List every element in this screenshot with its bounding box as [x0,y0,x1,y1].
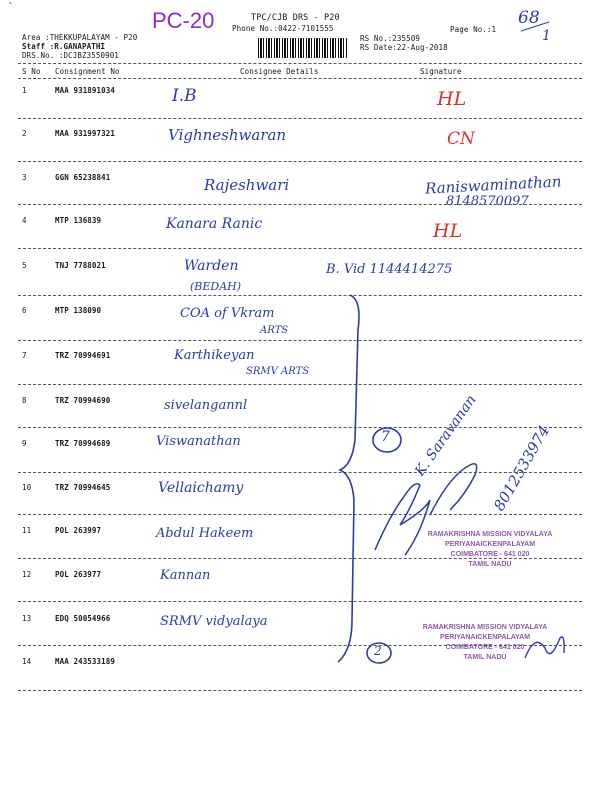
row-sno: 14 [22,657,32,666]
row-consignment: TRZ 70994645 [55,483,111,492]
page-note-slash: 1 [542,28,551,44]
row-consignment: TRZ 70994690 [55,396,111,405]
institution-stamp [400,530,580,570]
row-consignee: sivelangannl [164,398,248,413]
row-divider [18,514,582,515]
col-sno-header: S No [22,67,41,76]
stamp-line: PERIYANAICKENPALAYAM [444,541,536,548]
row-consignee-sub: SRMV ARTS [246,366,310,377]
stamp-line: TAMIL NADU [468,561,512,568]
drs-number: DRS.No. :DCJBZ3550901 [22,51,119,60]
count-number-2: 2 [374,644,382,658]
row-consignment: MAA 931997321 [55,129,115,138]
row-consignment: MAA 243533189 [55,657,115,666]
signer-name: K. Saravanan [412,392,480,480]
columns-divider [18,78,582,79]
page-note-68: 68 [518,8,540,28]
stamp-line: TAMIL NADU [463,654,507,661]
row-signature: HL [437,88,467,110]
stamp-line: COIMBATORE - 641 020 [445,644,525,651]
stamp-line: PERIYANAICKENPALAYAM [439,634,531,641]
row-signature-phone: 8148570097 [446,194,529,209]
row-sno: 10 [22,483,32,492]
row-consignment: TNJ 7788021 [55,261,106,270]
row-divider [18,472,582,473]
row-consignment: MTP 136839 [55,216,102,225]
col-signature-header: Signature [420,67,462,76]
row-divider [18,204,582,205]
row-consignee: Abdul Hakeem [156,526,254,541]
rs-number: RS No.:235509 [360,34,420,43]
row-consignee: Karthikeyan [174,348,255,363]
row-divider [18,384,582,385]
area-field: Area :THEKKUPALAYAM - P20 [22,33,138,42]
row-consignment: TRZ 70994689 [55,439,111,448]
stamp-line: RAMAKRISHNA MISSION VIDYALAYA [422,624,548,631]
corner-tick: ` [8,2,15,13]
header-divider [18,63,582,64]
row-consignee: Rajeshwari [204,176,290,194]
doc-title: TPC/CJB DRS - P20 [251,13,340,23]
row-sno: 7 [22,351,27,360]
row-consignee: I.B [172,86,197,106]
row-consignment: MTP 138090 [55,306,102,315]
col-consignment-header: Consignment No [55,67,120,76]
row-divider [18,690,582,691]
row-signature: CN [447,129,475,149]
stamp-signature [520,628,570,668]
row-consignee-sub: ARTS [260,325,289,336]
row-consignee: Viswanathan [156,434,241,449]
row-consignment: MAA 931891034 [55,86,115,95]
row-sno: 5 [22,261,27,270]
row-divider [18,340,582,341]
row-sno: 9 [22,439,27,448]
row-divider [18,161,582,162]
col-consignee-header: Consignee Details [240,67,319,76]
row-consignee: SRMV vidyalaya [160,614,268,629]
row-sno: 13 [22,614,32,623]
row-consignment: GGN 65238841 [55,173,111,182]
row-divider [18,601,582,602]
row-sno: 11 [22,526,32,535]
phone-number: Phone No.:0422-7101555 [232,24,334,33]
row-consignment: POL 263977 [55,570,102,579]
row-sno: 3 [22,173,27,182]
row-consignee: Kannan [160,568,211,583]
row-consignee-sub: (BEDAH) [190,280,242,293]
rs-date: RS Date:22-Aug-2018 [360,43,448,52]
row-consignment: EDQ 50054966 [55,614,111,623]
row-signature: HL [433,220,463,242]
row-divider [18,295,582,296]
row-consignee: COA of Vkram [180,306,275,321]
barcode [258,38,348,58]
row-consignee: Vellaichamy [158,480,244,496]
row-consignee: Kanara Ranic [166,216,263,232]
row-divider [18,248,582,249]
stamp-line: COIMBATORE - 641 020 [450,551,530,558]
pc-code-mark: PC-20 [152,8,215,33]
stamp-line: RAMAKRISHNA MISSION VIDYALAYA [427,531,553,538]
count-number: 7 [381,429,390,445]
row-sno: 8 [22,396,27,405]
row-sno: 6 [22,306,27,315]
row-sno: 12 [22,570,32,579]
row-consignment: TRZ 70994691 [55,351,111,360]
row-sno: 1 [22,86,27,95]
row-sno: 2 [22,129,27,138]
signer-phone: 8012533974 [490,422,554,514]
row-divider [18,427,582,428]
staff-field: Staff :R.GANAPATHI [22,42,106,51]
row-signature: Raniswaminathan [424,172,562,198]
row-sno: 4 [22,216,27,225]
row-consignee: Vighneshwaran [168,126,287,144]
page-number: Page No.:1 [450,25,497,34]
row-consignment: POL 263997 [55,526,102,535]
row-consignee: Warden [184,258,239,274]
row-divider [18,118,582,119]
handwritten-phone-note: B. Vid 1144414275 [326,262,453,277]
